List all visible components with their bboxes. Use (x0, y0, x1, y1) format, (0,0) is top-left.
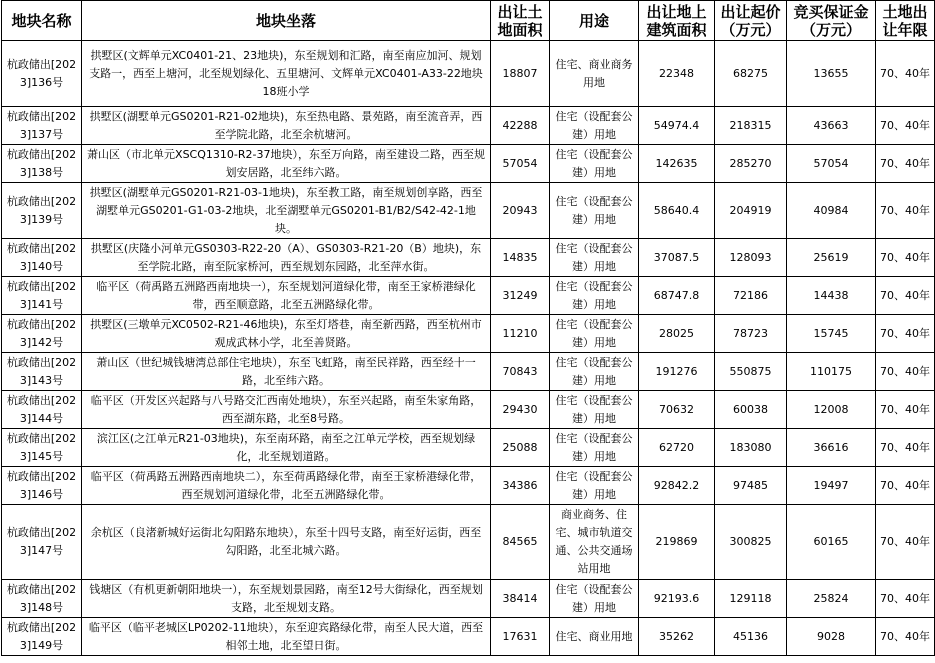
cell-term: 70、40年 (876, 429, 935, 467)
cell-name: 杭政储出[2023]137号 (2, 107, 82, 145)
cell-use: 住宅（设配套公建）用地 (550, 580, 639, 618)
header-row (2, 1, 935, 41)
cell-area: 84565 (491, 505, 550, 580)
table-row (2, 107, 935, 145)
cell-start-price: 300825 (715, 505, 787, 580)
cell-start-price: 183080 (715, 429, 787, 467)
cell-area: 17631 (491, 618, 550, 656)
cell-floor-area: 68747.8 (639, 277, 715, 315)
cell-term: 70、40年 (876, 580, 935, 618)
cell-use: 住宅、商业商务用地 (550, 41, 639, 107)
table-row (2, 580, 935, 618)
cell-area: 18807 (491, 41, 550, 107)
cell-deposit: 25619 (787, 239, 876, 277)
cell-term: 70、40年 (876, 107, 935, 145)
cell-start-price: 97485 (715, 467, 787, 505)
cell-floor-area: 62720 (639, 429, 715, 467)
table-row (2, 353, 935, 391)
cell-start-price: 78723 (715, 315, 787, 353)
cell-location: 临平区（临平老城区LP0202-11地块），东至迎宾路绿化带，南至人民大道，西至相邻土地，北至望日街。 (82, 618, 491, 656)
cell-term: 70、40年 (876, 183, 935, 239)
cell-location: 萧山区（市北单元XSCQ1310-R2-37地块），东至万向路，南至建设二路，西至规划安居路，北至纬六路。 (82, 145, 491, 183)
cell-floor-area: 191276 (639, 353, 715, 391)
table-row (2, 505, 935, 580)
cell-floor-area: 142635 (639, 145, 715, 183)
cell-area: 29430 (491, 391, 550, 429)
cell-term: 70、40年 (876, 353, 935, 391)
header-term: 土地出让年限 (876, 1, 935, 41)
cell-use: 住宅（设配套公建）用地 (550, 353, 639, 391)
cell-deposit: 40984 (787, 183, 876, 239)
cell-deposit: 14438 (787, 277, 876, 315)
header-location: 地块坐落 (82, 1, 491, 41)
cell-use: 住宅（设配套公建）用地 (550, 467, 639, 505)
cell-start-price: 45136 (715, 618, 787, 656)
cell-term: 70、40年 (876, 315, 935, 353)
cell-start-price: 285270 (715, 145, 787, 183)
cell-use: 住宅（设配套公建）用地 (550, 239, 639, 277)
cell-name: 杭政储出[2023]136号 (2, 41, 82, 107)
cell-location: 余杭区（良渚新城好运街北勾阳路东地块），东至十四号支路，南至好运街，西至勾阳路，北至北城六路。 (82, 505, 491, 580)
table-row (2, 183, 935, 239)
cell-deposit: 57054 (787, 145, 876, 183)
cell-start-price: 68275 (715, 41, 787, 107)
header-area: 出让土地面积 (491, 1, 550, 41)
table-row (2, 429, 935, 467)
land-auction-table (1, 0, 935, 656)
cell-use: 住宅、商业用地 (550, 618, 639, 656)
cell-deposit: 110175 (787, 353, 876, 391)
cell-location: 拱墅区(庆隆小河单元GS0303-R22-20（A）、GS0303-R21-20（B）地块)，东至学院北路，南至阮家桥河，西至规划东园路，北至萍水街。 (82, 239, 491, 277)
cell-floor-area: 37087.5 (639, 239, 715, 277)
cell-floor-area: 54974.4 (639, 107, 715, 145)
cell-start-price: 60038 (715, 391, 787, 429)
cell-area: 11210 (491, 315, 550, 353)
cell-floor-area: 58640.4 (639, 183, 715, 239)
cell-name: 杭政储出[2023]148号 (2, 580, 82, 618)
cell-location: 拱墅区(湖墅单元GS0201-R21-02地块)，东至热电路、景苑路，南至流音弄，西至学院北路，北至余杭塘河。 (82, 107, 491, 145)
table-row (2, 145, 935, 183)
cell-floor-area: 28025 (639, 315, 715, 353)
table-row (2, 239, 935, 277)
cell-area: 20943 (491, 183, 550, 239)
cell-use: 住宅（设配套公建）用地 (550, 145, 639, 183)
cell-deposit: 12008 (787, 391, 876, 429)
cell-use: 住宅（设配套公建）用地 (550, 107, 639, 145)
cell-term: 70、40年 (876, 41, 935, 107)
cell-term: 70、40年 (876, 239, 935, 277)
cell-deposit: 36616 (787, 429, 876, 467)
cell-deposit: 13655 (787, 41, 876, 107)
cell-area: 42288 (491, 107, 550, 145)
cell-location: 萧山区（世纪城钱塘湾总部住宅地块），东至飞虹路，南至民祥路，西至经十一路，北至纬六路。 (82, 353, 491, 391)
cell-name: 杭政储出[2023]144号 (2, 391, 82, 429)
cell-start-price: 129118 (715, 580, 787, 618)
cell-term: 70、40年 (876, 277, 935, 315)
cell-use: 住宅（设配套公建）用地 (550, 183, 639, 239)
cell-name: 杭政储出[2023]142号 (2, 315, 82, 353)
table-row (2, 277, 935, 315)
cell-start-price: 550875 (715, 353, 787, 391)
table-row (2, 618, 935, 656)
cell-name: 杭政储出[2023]138号 (2, 145, 82, 183)
cell-location: 临平区（开发区兴起路与八号路交汇西南处地块），东至兴起路，南至朱家角路，西至湖东路，北至8号路。 (82, 391, 491, 429)
cell-floor-area: 22348 (639, 41, 715, 107)
cell-use: 商业商务、住宅、城市轨道交通、公共交通场站用地 (550, 505, 639, 580)
cell-location: 滨江区(之江单元R21-03地块)，东至南环路，南至之江单元学校，西至规划绿化，北至规划道路。 (82, 429, 491, 467)
cell-start-price: 204919 (715, 183, 787, 239)
cell-deposit: 19497 (787, 467, 876, 505)
cell-deposit: 9028 (787, 618, 876, 656)
cell-location: 拱墅区(三墩单元XC0502-R21-46地块)，东至灯塔巷，南至新西路，西至杭州市观成武林小学，北至善贤路。 (82, 315, 491, 353)
table-row (2, 41, 935, 107)
cell-deposit: 15745 (787, 315, 876, 353)
header-use: 用途 (550, 1, 639, 41)
cell-name: 杭政储出[2023]149号 (2, 618, 82, 656)
cell-start-price: 72186 (715, 277, 787, 315)
cell-location: 临平区（荷禹路五洲路西南地块一），东至规划河道绿化带，南至王家桥港绿化带，西至顺意路，北至五洲路绿化带。 (82, 277, 491, 315)
cell-location: 钱塘区（有机更新朝阳地块一），东至规划景园路，南至12号大街绿化，西至规划支路，北至规划支路。 (82, 580, 491, 618)
cell-start-price: 218315 (715, 107, 787, 145)
cell-term: 70、40年 (876, 618, 935, 656)
header-start-price: 出让起价（万元） (715, 1, 787, 41)
header-name: 地块名称 (2, 1, 82, 41)
cell-use: 住宅（设配套公建）用地 (550, 277, 639, 315)
cell-floor-area: 35262 (639, 618, 715, 656)
cell-use: 住宅（设配套公建）用地 (550, 391, 639, 429)
cell-area: 31249 (491, 277, 550, 315)
cell-floor-area: 92193.6 (639, 580, 715, 618)
cell-area: 25088 (491, 429, 550, 467)
cell-name: 杭政储出[2023]140号 (2, 239, 82, 277)
cell-name: 杭政储出[2023]145号 (2, 429, 82, 467)
cell-area: 70843 (491, 353, 550, 391)
cell-start-price: 128093 (715, 239, 787, 277)
cell-location: 拱墅区(文辉单元XC0401-21、23地块)，东至规划和汇路，南至南应加河、规划支路一，西至上塘河，北至规划绿化、五里塘河、文辉单元XC0401-A33-22地块18班小学 (82, 41, 491, 107)
header-deposit: 竞买保证金（万元） (787, 1, 876, 41)
cell-deposit: 25824 (787, 580, 876, 618)
table-row (2, 467, 935, 505)
cell-name: 杭政储出[2023]139号 (2, 183, 82, 239)
table-row (2, 315, 935, 353)
cell-area: 38414 (491, 580, 550, 618)
cell-name: 杭政储出[2023]147号 (2, 505, 82, 580)
table-row (2, 391, 935, 429)
cell-term: 70、40年 (876, 391, 935, 429)
cell-name: 杭政储出[2023]146号 (2, 467, 82, 505)
cell-term: 70、40年 (876, 505, 935, 580)
cell-term: 70、40年 (876, 145, 935, 183)
cell-floor-area: 92842.2 (639, 467, 715, 505)
cell-location: 临平区（荷禹路五洲路西南地块二），东至荷禹路绿化带，南至王家桥港绿化带，西至规划河道绿化带，北至五洲路绿化带。 (82, 467, 491, 505)
cell-location: 拱墅区(湖墅单元GS0201-R21-03-1地块)，东至教工路，南至规划创享路，西至湖墅单元GS0201-G1-03-2地块，北至湖墅单元GS0201-B1/B2/S42-42-1地块。 (82, 183, 491, 239)
cell-term: 70、40年 (876, 467, 935, 505)
cell-area: 34386 (491, 467, 550, 505)
cell-floor-area: 219869 (639, 505, 715, 580)
cell-name: 杭政储出[2023]143号 (2, 353, 82, 391)
header-floor-area: 出让地上建筑面积 (639, 1, 715, 41)
cell-area: 14835 (491, 239, 550, 277)
cell-floor-area: 70632 (639, 391, 715, 429)
cell-area: 57054 (491, 145, 550, 183)
cell-deposit: 60165 (787, 505, 876, 580)
cell-use: 住宅（设配套公建）用地 (550, 315, 639, 353)
cell-deposit: 43663 (787, 107, 876, 145)
cell-use: 住宅（设配套公建）用地 (550, 429, 639, 467)
cell-name: 杭政储出[2023]141号 (2, 277, 82, 315)
